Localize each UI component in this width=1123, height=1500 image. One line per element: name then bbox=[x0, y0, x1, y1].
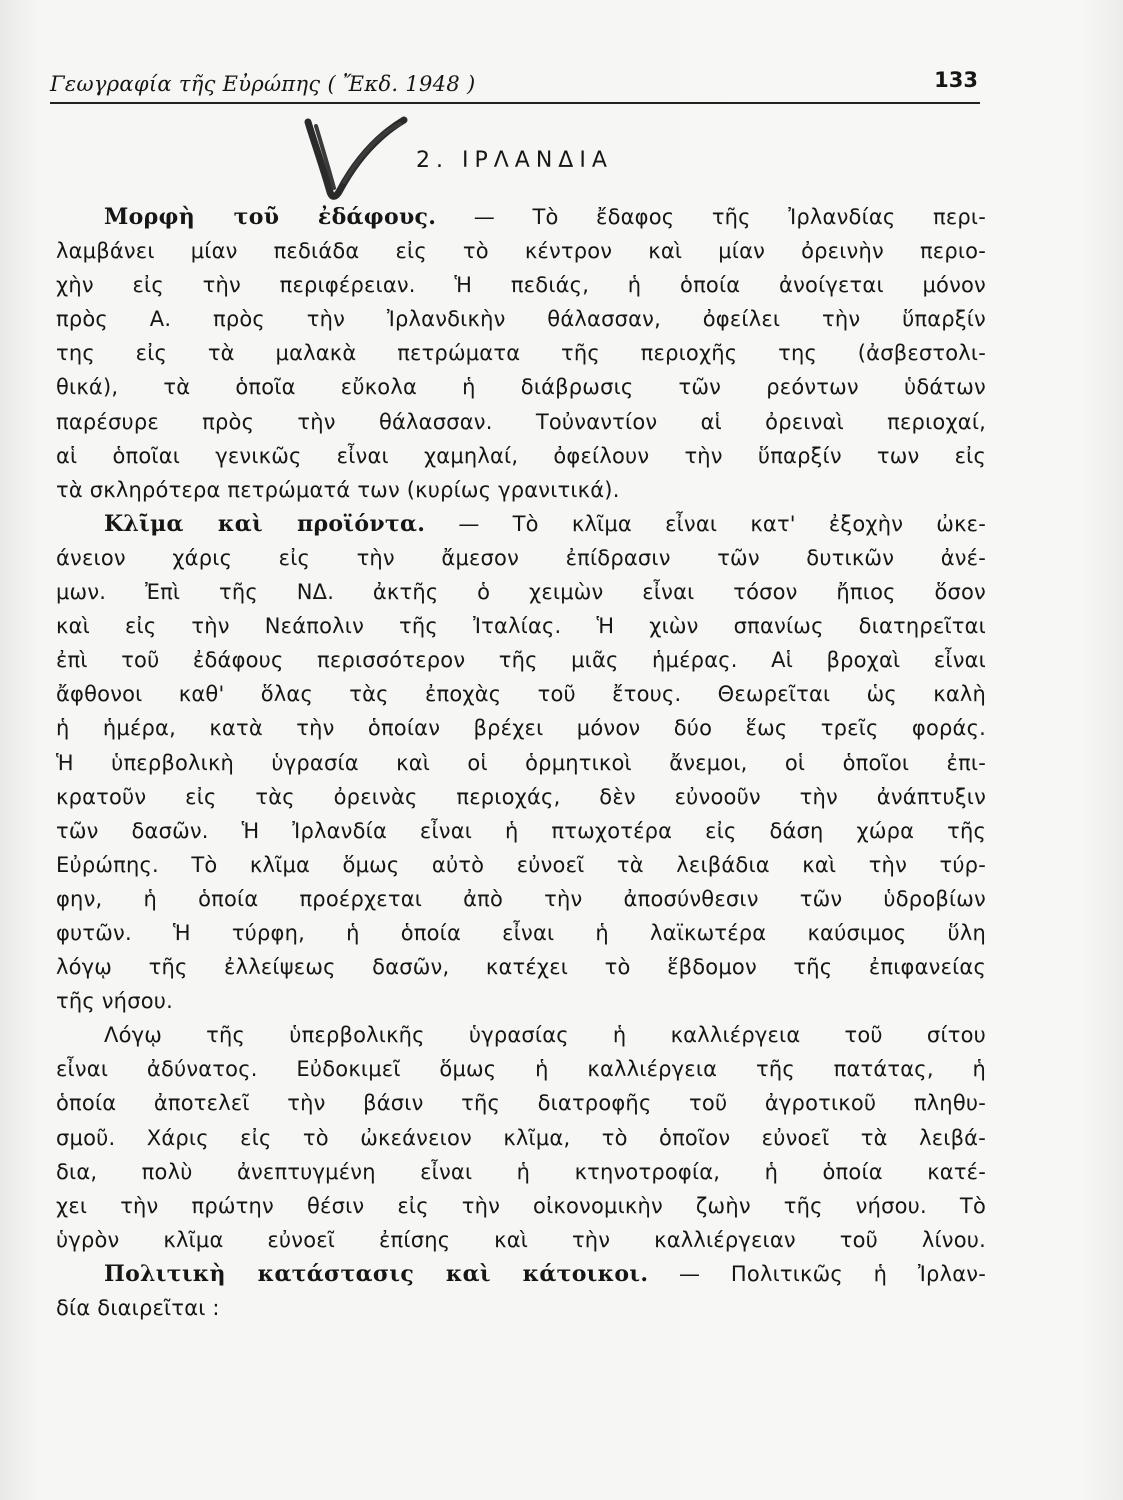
text-line: ὑγρὸν κλῖμα εὐνοεῖ ἐπίσης καὶ τὴν καλλιέργειαν τοῦ λίνου. bbox=[56, 1227, 986, 1252]
text-line: χει τὴν πρώτην θέσιν εἰς τὴν οἰκονομικὴν ζωὴν τῆς νήσου. Τὸ bbox=[56, 1193, 986, 1218]
text-line: δια, πολὺ ἀνεπτυγμένη εἶναι ἡ κτηνοτροφία, ἡ ὁποία κατέ- bbox=[56, 1159, 986, 1184]
text-line: άνειον χάρις εἰς τὴν ἄμεσον ἐπίδρασιν τῶν δυτικῶν ἀνέ- bbox=[56, 545, 986, 570]
text-line: ἄφθονοι καθ' ὅλας τὰς ἐποχὰς τοῦ ἔτους. Θεωρεῖται ὡς καλὴ bbox=[56, 682, 986, 707]
text-line: σμοῦ. Χάρις εἰς τὸ ὠκεάνειον κλῖμα, τὸ ὁποῖον εὐνοεῖ τὰ λειβά- bbox=[56, 1125, 986, 1150]
text-line: λόγῳ τῆς ἐλλείψεως δασῶν, κατέχει τὸ ἕβδομον τῆς ἐπιφανείας bbox=[56, 955, 986, 980]
text-line: καὶ εἰς τὴν Νεάπολιν τῆς Ἰταλίας. Ἡ χιὼν σπανίως διατηρεῖται bbox=[56, 614, 986, 639]
side-heading-morphology: Μορφὴ τοῦ ἐδάφους. bbox=[104, 204, 437, 230]
running-header bbox=[50, 68, 980, 104]
text-line: ἡ ἡμέρα, κατὰ τὴν ὁποίαν βρέχει μόνον δύο ἕως τρεῖς φοράς. bbox=[56, 716, 986, 741]
text-line: φυτῶν. Ἡ τύρφη, ἡ ὁποία εἶναι ἡ λαϊκωτέρα καύσιμος ὕλη bbox=[56, 920, 986, 945]
text-line: πρὸς Α. πρὸς τὴν Ἰρλανδικὴν θάλασσαν, ὀφείλει τὴν ὕπαρξίν bbox=[56, 307, 986, 332]
text-line: φην, ἡ ὁποία προέρχεται ἀπὸ τὴν ἀποσύνθεσιν τῶν ὑδροβίων bbox=[56, 886, 986, 911]
text-line: Εὐρώπης. Τὸ κλῖμα ὅμως αὐτὸ εὐνοεῖ τὰ λειβάδια καὶ τὴν τύρ- bbox=[56, 852, 986, 877]
body-text bbox=[56, 200, 986, 1325]
text-line: ὁποία ἀποτελεῖ τὴν βάσιν τῆς διατροφῆς τοῦ ἀγροτικοῦ πληθυ- bbox=[56, 1091, 986, 1116]
text-line: λαμβάνει μίαν πεδιάδα εἰς τὸ κέντρον καὶ μίαν ὀρεινὴν περιο- bbox=[56, 239, 986, 264]
text-line: εἶναι ἀδύνατος. Εὐδοκιμεῖ ὅμως ἡ καλλιέργεια τῆς πατάτας, ἡ bbox=[56, 1057, 986, 1082]
text-line: τὰ σκληρότερα πετρώματά των (κυρίως γρανιτικά). bbox=[56, 477, 620, 502]
text-line: θικά), τὰ ὁποῖα εὔκολα ἡ διάβρωσις τῶν ρεόντων ὑδάτων bbox=[56, 375, 986, 400]
side-heading-politics: Πολιτικὴ κατάστασις καὶ κάτοικοι. bbox=[104, 1260, 649, 1287]
page-number: 133 bbox=[934, 68, 978, 92]
handwritten-check-mark-icon bbox=[300, 112, 412, 208]
text-line: δία διαιρεῖται : bbox=[56, 1296, 220, 1320]
text-line: μων. Ἐπὶ τῆς ΝΔ. ἀκτῆς ὁ χειμὼν εἶναι τόσον ἤπιος ὅσον bbox=[56, 580, 986, 605]
text-line: κρατοῦν εἰς τὰς ὀρεινὰς περιοχάς, δὲν εὐνοοῦν τὴν ἀνάπτυξιν bbox=[56, 784, 986, 809]
text-line: αἱ ὁποῖαι γενικῶς εἶναι χαμηλαί, ὀφείλουν τὴν ὕπαρξίν των εἰς bbox=[56, 443, 986, 468]
text-line: ἐπὶ τοῦ ἐδάφους περισσότερον τῆς μιᾶς ἡμέρας. Αἱ βροχαὶ εἶναι bbox=[56, 648, 986, 673]
text-line: παρέσυρε πρὸς τὴν θάλασσαν. Τοὐναντίον αἱ ὀρειναὶ περιοχαί, bbox=[56, 409, 986, 434]
line-text: — Πολιτικῶς ἡ Ἰρλαν- bbox=[679, 1261, 986, 1286]
line-text: — Τὸ ἔδαφος τῆς Ἰρλανδίας περι- bbox=[473, 205, 986, 229]
text-line bbox=[56, 1257, 986, 1291]
text-line: τῆς νήσου. bbox=[56, 989, 173, 1014]
line-text: — Τὸ κλῖμα εἶναι κατ' ἐξοχὴν ὠκε- bbox=[458, 511, 986, 536]
section-heading: 2. ΙΡΛΑΝΔΙΑ bbox=[416, 148, 613, 173]
text-line: Λόγῳ τῆς ὑπερβολικῆς ὑγρασίας ἡ καλλιέργεια τοῦ σίτου bbox=[104, 1023, 986, 1048]
text-line bbox=[56, 507, 986, 541]
text-line bbox=[56, 200, 986, 234]
side-heading-climate: Κλῖμα καὶ προϊόντα. bbox=[104, 510, 426, 537]
text-line: τῶν δασῶν. Ἡ Ἰρλανδία εἶναι ἡ πτωχοτέρα εἰς δάση χώρα τῆς bbox=[56, 818, 986, 843]
text-line: της εἰς τὰ μαλακὰ πετρώματα τῆς περιοχῆς της (ἀσβεστολι- bbox=[56, 341, 986, 366]
running-title: Γεωγραφία τῆς Εὐρώπης ( Ἔκδ. 1948 ) bbox=[50, 72, 476, 96]
text-line: χὴν εἰς τὴν περιφέρειαν. Ἡ πεδιάς, ἡ ὁποία ἀνοίγεται μόνον bbox=[56, 273, 986, 298]
text-line: Ἡ ὑπερβολικὴ ὑγρασία καὶ οἱ ὁρμητικοὶ ἄνεμοι, οἱ ὁποῖοι ἐπι- bbox=[56, 750, 986, 775]
